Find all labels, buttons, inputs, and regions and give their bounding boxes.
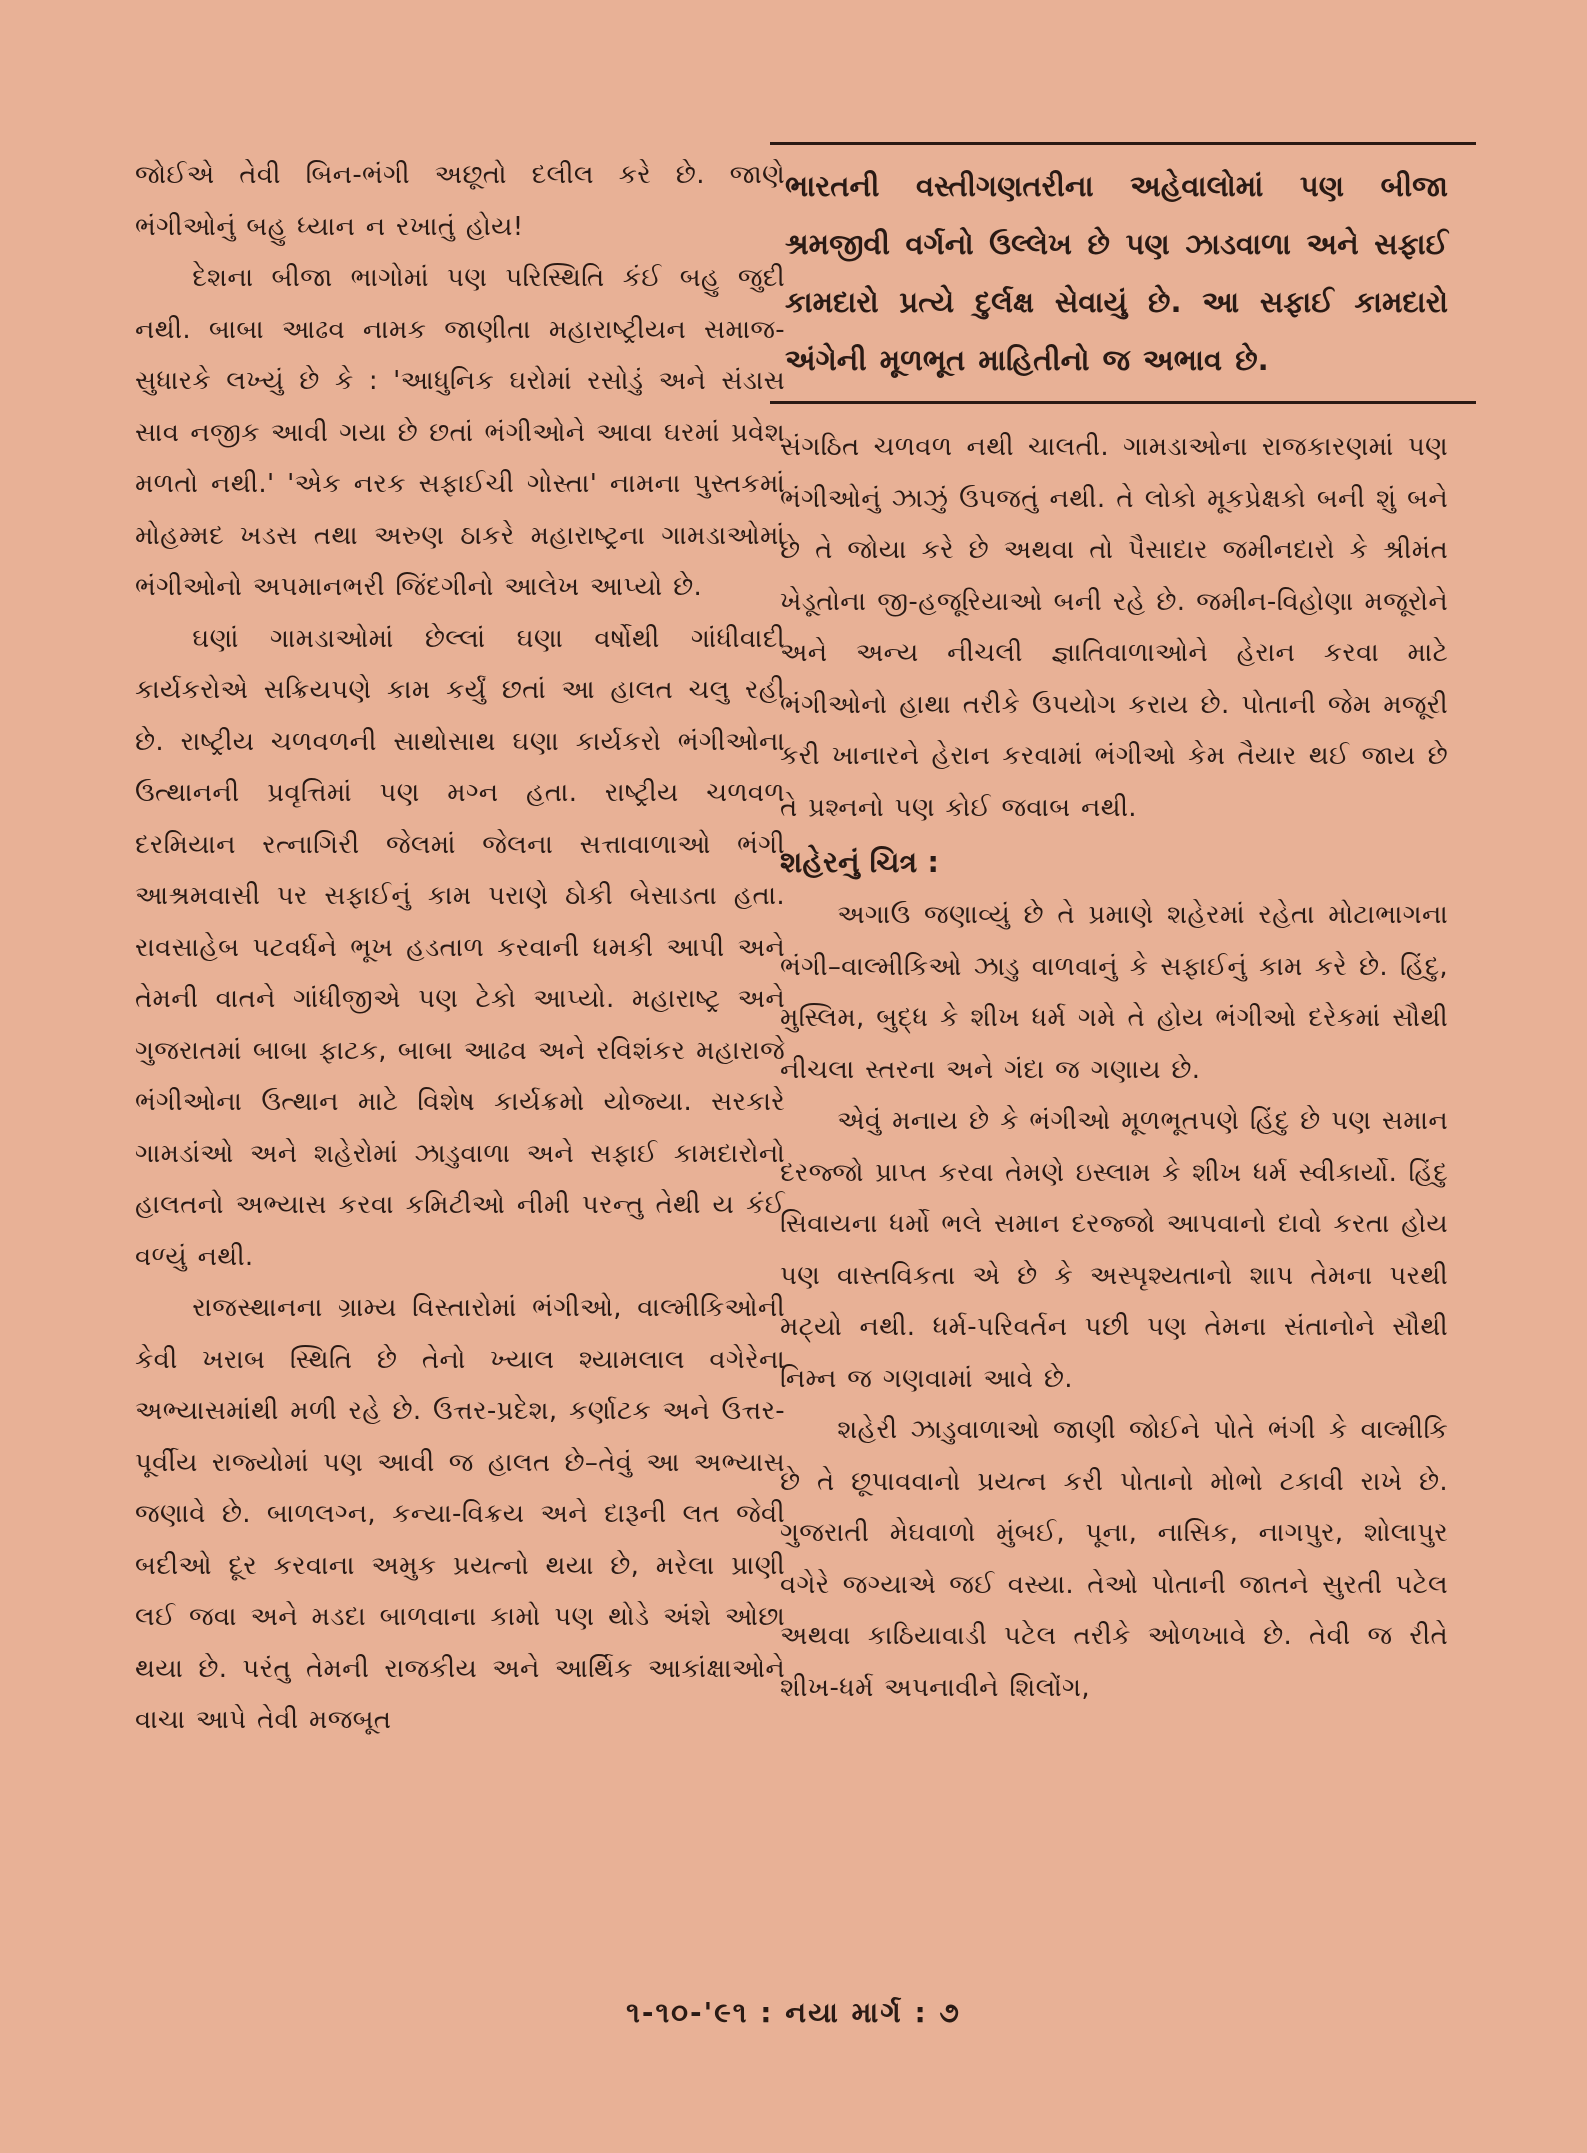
box-bottom-rule [770,401,1476,404]
highlight-box [780,142,1448,404]
left-column [135,150,785,1747]
section-heading: શહેરનું ચિત્ર : [780,845,939,879]
paragraph: શહેરી ઝાડુવાળાઓ જાણી જોઈને પોતે ભંગી કે વાલ્મીકિ છે તે છૂપાવવાનો પ્રયત્ન કરી પોતાનો મોભો ટકાવી રાખે છે. ગુજરાતી મેઘવાળો મુંબઈ, પૂના, નાસિક, નાગપુર, શોલાપુર વગેરે જગ્યાએ જઈ વસ્યા. તેઓ પોતાની જાતને સુરતી પટેલ અથવા કાઠિયાવાડી પટેલ તરીકે ઓળખાવે છે. તેવી જ રીતે શીખ-ધર્મ અપનાવીને શિલોંગ, [780,1415,1448,1703]
paragraph: એવું મનાય છે કે ભંગીઓ મૂળભૂતપણે હિંદુ છે પણ સમાન દરજ્જો પ્રાપ્ત કરવા તેમણે ઇસ્લામ કે શીખ ધર્મ સ્વીકાર્યો. હિંદુ સિવાયના ધર્મો ભલે સમાન દરજ્જો આપવાનો દાવો કરતા હોય પણ વાસ્તવિકતા એ છે કે અસ્પૃશ્યતાનો શાપ તેમના પરથી મટ્યો નથી. ધર્મ-પરિવર્તન પછી પણ તેમના સંતાનોને સૌથી નિમ્ન જ ગણવામાં આવે છે. [780,1106,1448,1394]
paragraph: રાજસ્થાનના ગ્રામ્ય વિસ્તારોમાં ભંગીઓ, વાલ્મીકિઓની કેવી ખરાબ સ્થિતિ છે તેનો ખ્યાલ શ્યામલાલ વગેરેના અભ્યાસમાંથી મળી રહે છે. ઉત્તર-પ્રદેશ, કર્ણાટક અને ઉત્તર-પૂર્વીય રાજ્યોમાં પણ આવી જ હાલત છે–તેવું આ અભ્યાસ જણાવે છે. બાળલગ્ન, કન્યા-વિક્રય અને દારૂની લત જેવી બદીઓ દૂર કરવાના અમુક પ્રયત્નો થયા છે, મરેલા પ્રાણી લઈ જવા અને મડદા બાળવાના કામો પણ થોડે અંશે ઓછા થયા છે. પરંતુ તેમની રાજકીય અને આર્થિક આકાંક્ષાઓને વાચા આપે તેવી મજબૂત [135,1293,785,1735]
page-footer: ૧-૧૦-'૯૧ : નયા માર્ગ : ૭ [626,1996,961,2029]
paragraph: ઘણાં ગામડાઓમાં છેલ્લાં ઘણા વર્ષોથી ગાંધીવાદી કાર્યકરોએ સક્રિયપણે કામ કર્યું છતાં આ હાલત ચલુ રહી છે. રાષ્ટ્રીય ચળવળની સાથોસાથ ઘણા કાર્યકરો ભંગીઓના ઉત્થાનની પ્રવૃત્તિમાં પણ મગ્ન હતા. રાષ્ટ્રીય ચળવળ દરમિયાન રત્નાગિરી જેલમાં જેલના સત્તાવાળાઓ ભંગી આશ્રમવાસી પર સફાઈનું કામ પરાણે ઠોકી બેસાડતા હતા. રાવસાહેબ પટવર્ધને ભૂખ હડતાળ કરવાની ધમકી આપી અને તેમની વાતને ગાંધીજીએ પણ ટેકો આપ્યો. મહારાષ્ટ્ર અને ગુજરાતમાં બાબા ફાટક, બાબા આઢવ અને રવિશંકર મહારાજે ભંગીઓના ઉત્થાન માટે વિશેષ કાર્યક્રમો યોજ્યા. સરકારે ગામડાંઓ અને શહેરોમાં ઝાડુવાળા અને સફાઈ કામદારોનો હાલતનો અભ્યાસ કરવા કમિટીઓ નીમી પરન્તુ તેથી ય કંઈ વળ્યું નથી. [135,623,785,1272]
highlight-text: ભારતની વસ્તીગણતરીના અહેવાલોમાં પણ બીજા શ્રમજીવી વર્ગનો ઉલ્લેખ છે પણ ઝાડવાળા અને સફાઈ કામદારો પ્રત્યે દુર્લક્ષ સેવાયું છે. આ સફાઈ કામદારો અંગેની મૂળભૂત માહિતીનો જ અભાવ છે. [785,169,1448,377]
paragraph: અગાઉ જણાવ્યું છે તે પ્રમાણે શહેરમાં રહેતા મોટાભાગના ભંગી–વાલ્મીકિઓ ઝાડુ વાળવાનું કે સફાઈનું કામ કરે છે. હિંદુ, મુસ્લિમ, બુદ્ધ કે શીખ ધર્મ ગમે તે હોય ભંગીઓ દરેકમાં સૌથી નીચલા સ્તરના અને ગંદા જ ગણાય છે. [780,900,1448,1085]
paragraph: સંગઠિત ચળવળ નથી ચાલતી. ગામડાઓના રાજકારણમાં પણ ભંગીઓનું ઝાઝું ઉપજતું નથી. તે લોકો મૂકપ્રેક્ષકો બની શું બને છે તે જોયા કરે છે અથવા તો પૈસાદાર જમીનદારો કે શ્રીમંત ખેડૂતોના જી-હજૂરિયાઓ બની રહે છે. જમીન-વિહોણા મજૂરોને અને અન્ય નીચલી જ્ઞાતિવાળાઓને હેરાન કરવા માટે ભંગીઓનો હાથા તરીકે ઉપયોગ કરાય છે. પોતાની જેમ મજૂરી કરી ખાનારને હેરાન કરવામાં ભંગીઓ કેમ તૈયાર થઈ જાય છે તે પ્રશ્નનો પણ કોઈ જવાબ નથી. [780,432,1448,823]
right-column [780,150,1448,1714]
box-top-rule [770,142,1476,145]
paragraph: જોઈએ તેવી બિન-ભંગી અછૂતો દલીલ કરે છે. જાણે ભંગીઓનું બહુ ધ્યાન ન રખાતું હોય! [135,160,785,242]
paragraph: દેશના બીજા ભાગોમાં પણ પરિસ્થિતિ કંઈ બહુ જુદી નથી. બાબા આઢવ નામક જાણીતા મહારાષ્ટ્રીયન સમાજ-સુધારકે લખ્યું છે કે : 'આધુનિક ઘરોમાં રસોડું અને સંડાસ સાવ નજીક આવી ગયા છે છતાં ભંગીઓને આવા ઘરમાં પ્રવેશ મળતો નથી.' 'એક નરક સફાઈચી ગોસ્તા' નામના પુસ્તકમાં મોહમ્મદ ખડસ તથા અરુણ ઠાકરે મહારાષ્ટ્રના ગામડાઓમાં ભંગીઓનો અપમાનભરી જિંદગીનો આલેખ આપ્યો છે. [135,263,785,602]
